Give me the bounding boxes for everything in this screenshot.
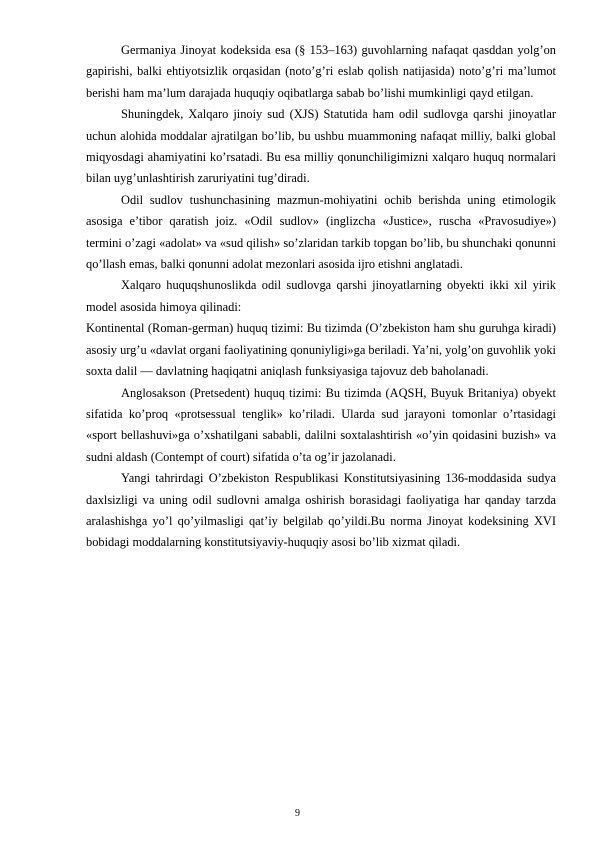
paragraph-two-models: Xalqaro huquqshunoslikda odil sudlovga qarshi jinoyatlarning obyekti ikki xil yirik model asosida himoya qilinadi: [86,278,556,314]
paragraph-continental-system: Kontinental (Roman-german) huquq tizimi: Bu tizimda (O’zbekiston ham shu guruhga kiradi) asosiy urg’u «davlat organi faoliyatining qonuniyligi»ga beriladi. Ya’ni, yolg’on guvohlik yoki soxta dalil — davlatning haqiqatni aniqlash funksiyasiga tajovuz deb baholanadi. [86,321,556,379]
paragraph-etymology: Odil sudlov tushunchasining mazmun-mohiyatini ochib berishda uning etimologik asosiga e’tibor qaratish joiz. «Odil sudlov» (inglizcha «Justice», ruscha «Pravosudiye») termini o’zagi «adolat» va «sud qilish» so’zlaridan tarkib topgan bo’lib, bu shunchaki qonunni qo’llash emas, balki qonunni adolat mezonlari asosida ijro etishni anglatadi. [86,192,556,272]
paragraph-anglo-saxon-system: Anglosakson (Pretsedent) huquq tizimi: Bu tizimda (AQSH, Buyuk Britaniya) obyekt sifatida ko’proq «protsessual tenglik» ko’riladi. Ularda sud jarayoni tomonlar o’rtasidagi «sport bellashuvi»ga o’xshatilgani sababli, dalilni soxtalashtirish «o’yin qoidasini buzish» va sudni aldash (Contempt of court) sifatida o’ta og’ir jazolanadi. [86,385,556,464]
page-number: 9 [295,808,300,819]
paragraph-germany-code: Germaniya Jinoyat kodeksida esa (§ 153–163) guvohlarning nafaqat qasddan yolg’on gapirishi, balki ehtiyotsizlik orqasidan (noto’g’ri eslab qolish natijasida) noto’g’ri ma’lumot berishi ham ma’lum darajada huquqiy oqibatlarga sabab bo’lishi mumkinligi qayd etilgan. [86,43,556,100]
paragraph-icc-statute: Shuningdek, Xalqaro jinoiy sud (XJS) Statutida ham odil sudlovga qarshi jinoyatlar uchun alohida moddalar ajratilgan bo’lib, bu ushbu muammoning nafaqat milliy, balki global miqyosdagi ahamiyatini ko’rsatadi. Bu esa milliy qonunchiligimizni xalqaro huquq normalari bilan uyg’unlashtirish zaruriyatini tug’diradi. [86,107,556,186]
paragraph-constitution: Yangi tahrirdagi O’zbekiston Respublikasi Konstitutsiyasining 136-moddasida sudya daxlsizligi va uning odil sudlovni amalga oshirish borasidagi faoliyatiga har qanday tarzda aralashishga yo’l qo’yilmasligi qat’iy belgilab qo’yildi.Bu norma Jinoyat kodeksining XVI bobidagi moddalarning konstitutsiyaviy-huquqiy asosi bo’lib xizmat qiladi. [86,471,556,550]
document-body [86,40,556,554]
